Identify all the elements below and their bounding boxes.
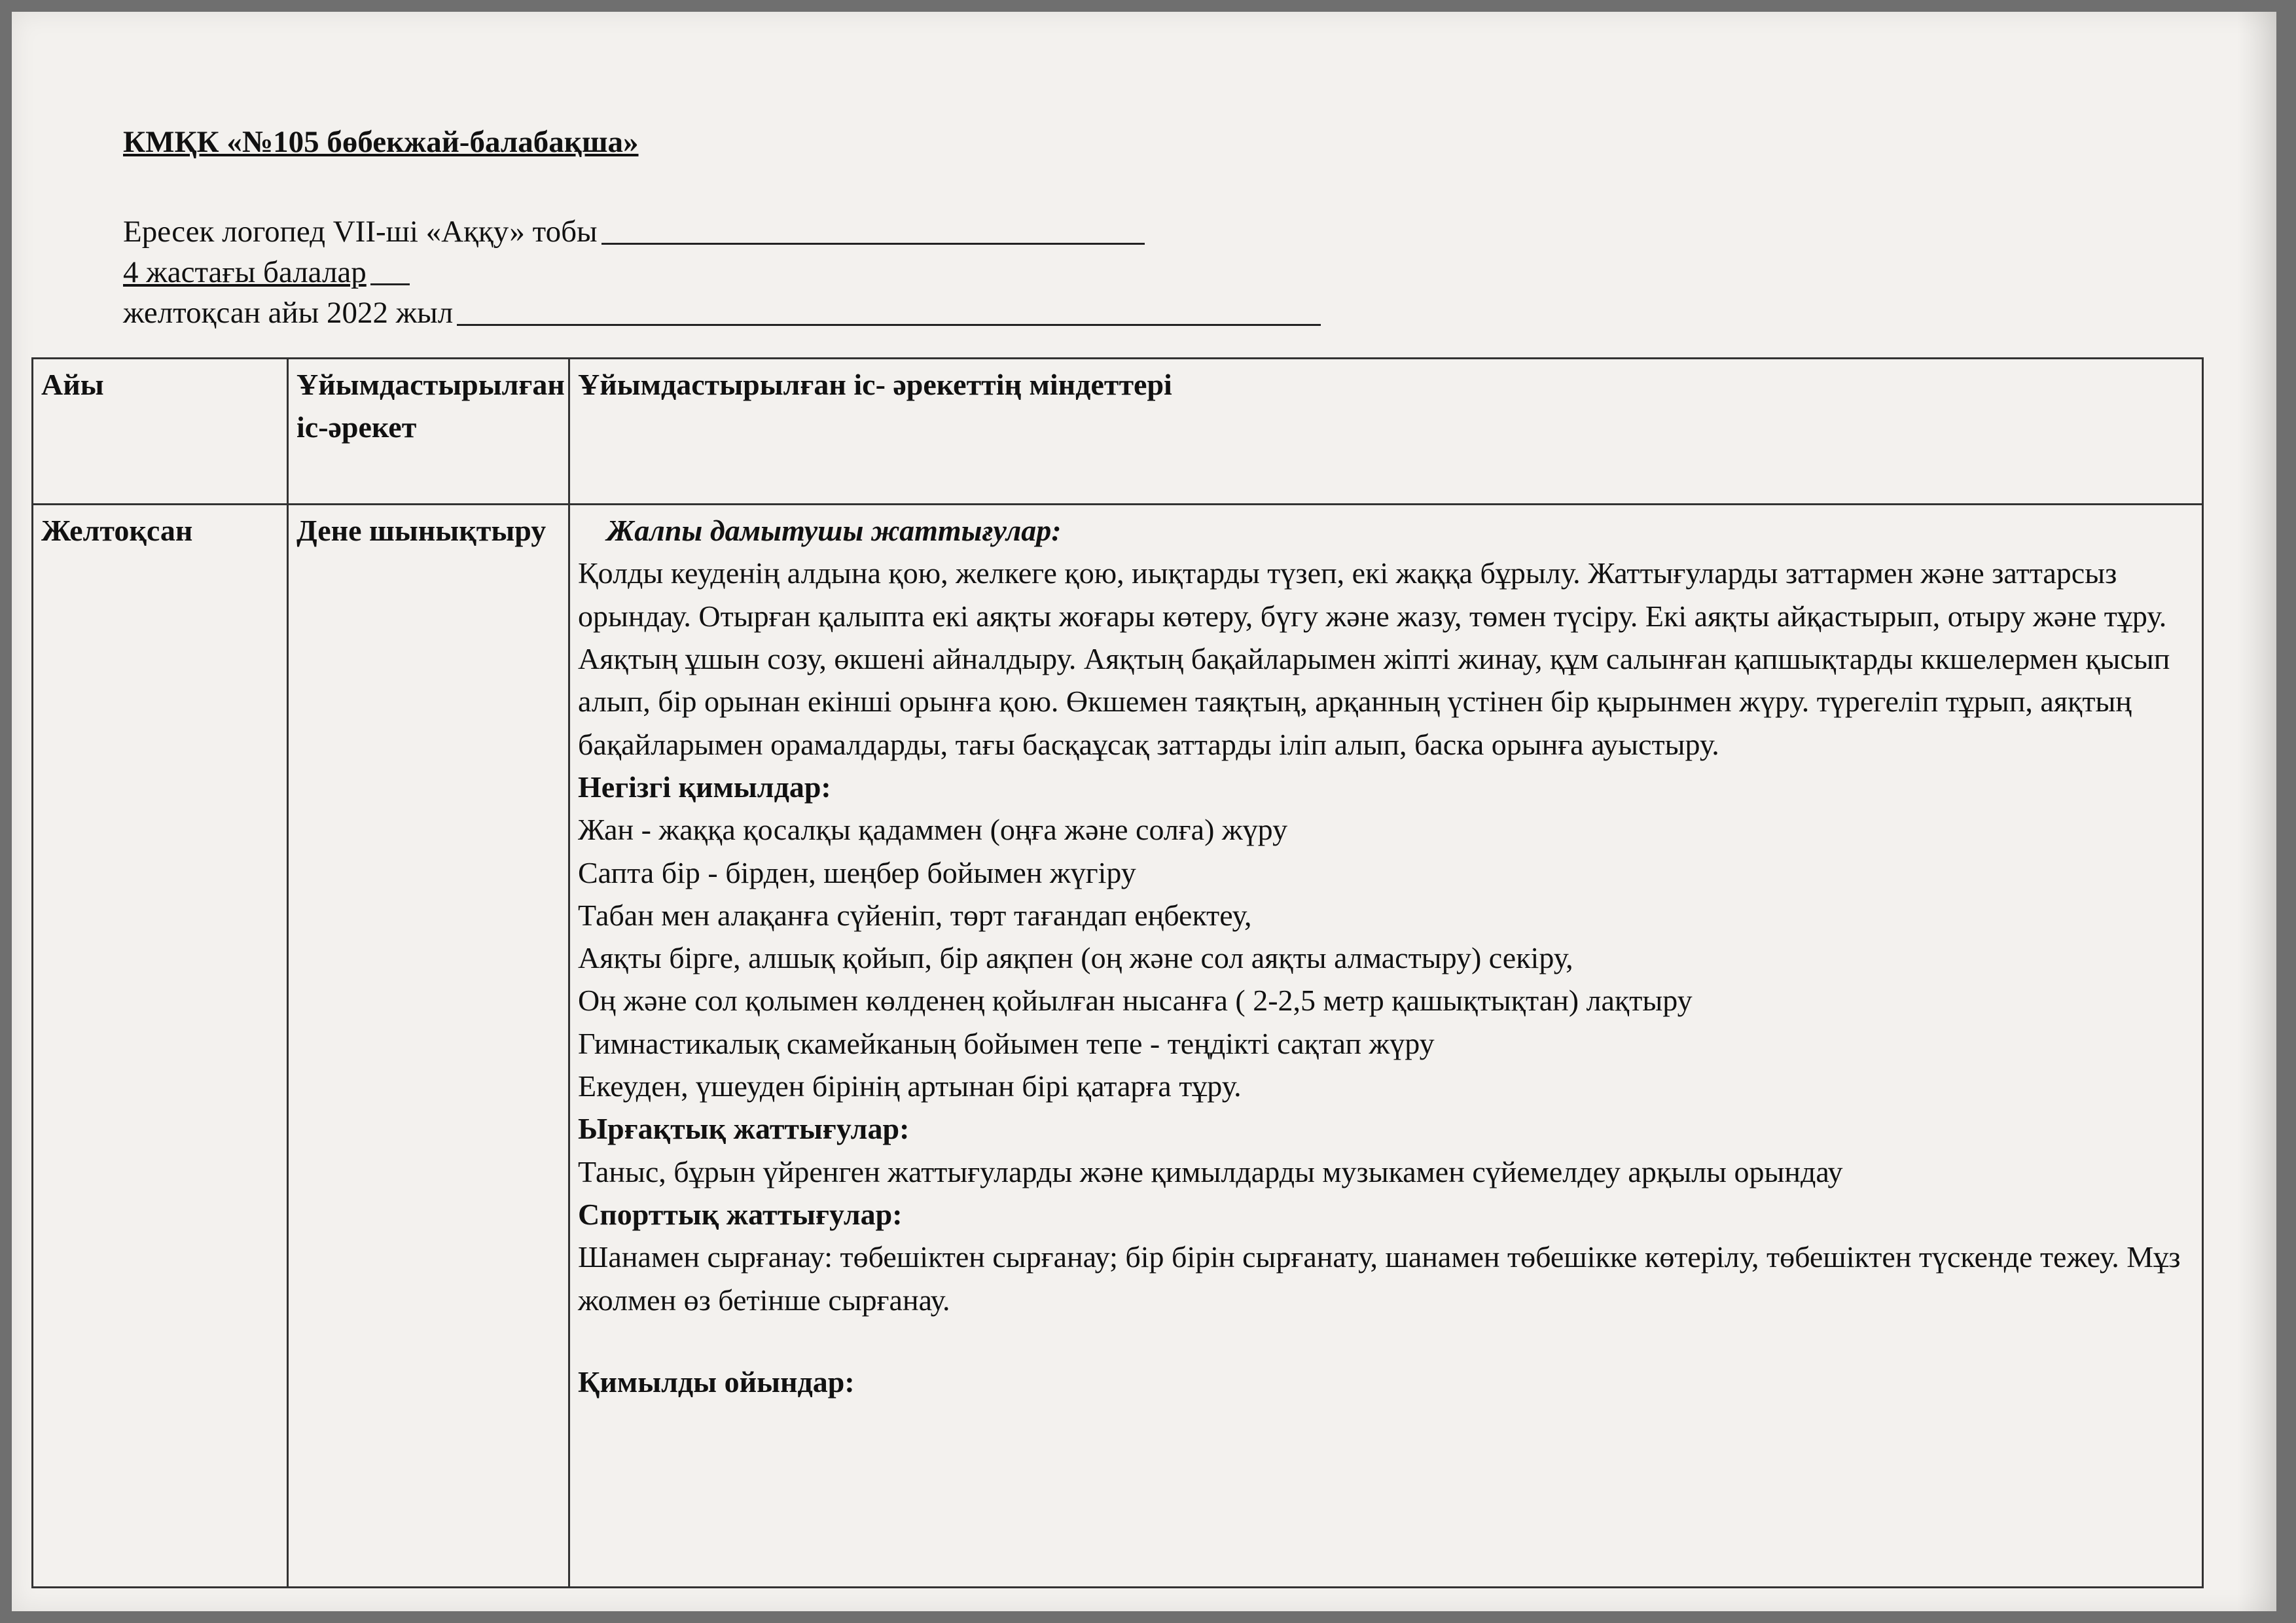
column-header-tasks: Ұйымдастырылған іс- әрекеттің міндеттері [569,359,2203,505]
section-heading-rhythmic: Ырғақтық жаттығулар: [578,1112,910,1146]
document-header [123,123,1321,332]
section-heading-basic: Негізгі қимылдар: [578,770,831,804]
list-item: Гимнастикалық скамейканың бойымен тепе - теңдікті сақтап жүру [578,1026,1435,1060]
tasks-cell [569,505,2203,1588]
list-item: Жан - жаққа қосалқы қадаммен (оңға және солға) жүру [578,813,1288,847]
list-item: Сапта бір - бірден, шеңбер бойымен жүгіру [578,855,1136,889]
page-fold-shadow [2237,12,2276,1611]
section-paragraph-general: Қолды кеуденің алдына қою, желкеге қою, иықтарды түзеп, екі жаққа бұрылу. Жаттығуларды заттармен және заттарсыз орындау. Отырған қалыпта екі аяқты жоғары көтеру, бүгу және жазу, төмен түсіру. Екі аяқты айқастырып, отыру және тұру. Аяқтың ұшын созу, өкшені айналдыру. Аяқтың бақайларымен жіпті жинау, құм салынған қапшықтарды ккшелермен қысып алып, бір орынан екінші орынға қою. Өкшемен таяқтың, арқанның үстінен бір қырынмен жүру. түрегеліп тұрып, аяқтың бақайларымен орамалдарды, тағы басқаұсақ заттарды іліп алып, баска орынға ауыстыру. [578,556,2170,761]
activity-cell: Дене шынықтыру [288,505,569,1588]
column-header-month: Айы [33,359,288,505]
list-item: Таныс, бұрын үйренген жаттығуларды және қимылдарды музыкамен сүйемелдеу арқылы орындау [578,1154,1843,1188]
section-heading-sports: Спорттық жаттығулар: [578,1198,903,1231]
age-text: 4 жастағы балалар [123,255,367,289]
group-text: Ересек логопед VII-ші «Аққу» тобы [123,215,598,249]
period-line [123,292,1321,332]
list-item: Аяқты бірге, алшық қойып, бір аяқпен (оң және сол аяқты алмастыру) секіру, [578,941,1573,975]
underline-rule [601,243,1145,245]
list-item: Оң және сол қолымен көлденең қойылған нысанға ( 2-2,5 метр қашықтықтан) лақтыру [578,984,1693,1018]
plan-table [31,357,2204,1588]
org-title: КМҚК «№105 бөбекжай-балабақша» [123,125,639,159]
table-header-row [33,359,2203,505]
list-item: Табан мен алақанға сүйеніп, төрт тағандап еңбектеу, [578,898,1252,932]
underline-rule [370,283,410,285]
table-row [33,505,2203,1588]
column-header-activity: Ұйымдастырылған іс-әрекет [288,359,569,505]
group-line [123,211,1321,251]
underline-rule [457,324,1321,326]
month-cell: Желтоқсан [33,505,288,1588]
section-heading-general: Жалпы дамытушы жаттығулар: [607,514,1062,547]
age-line [123,251,1321,292]
section-paragraph-sports: Шанамен сырғанау: төбешіктен сырғанау; бір бірін сырғанату, шанамен төбешікке көтерілу, төбешіктен түскенде тежеу. Мұз жолмен өз бетінше сырғанау. [578,1240,2181,1317]
scanned-page [12,12,2276,1611]
section-heading-games: Қимылды ойындар: [578,1364,855,1399]
period-text: желтоқсан айы 2022 жыл [123,296,454,330]
list-item: Екеуден, үшеуден бірінің артынан бірі қатарға тұру. [578,1069,1242,1103]
